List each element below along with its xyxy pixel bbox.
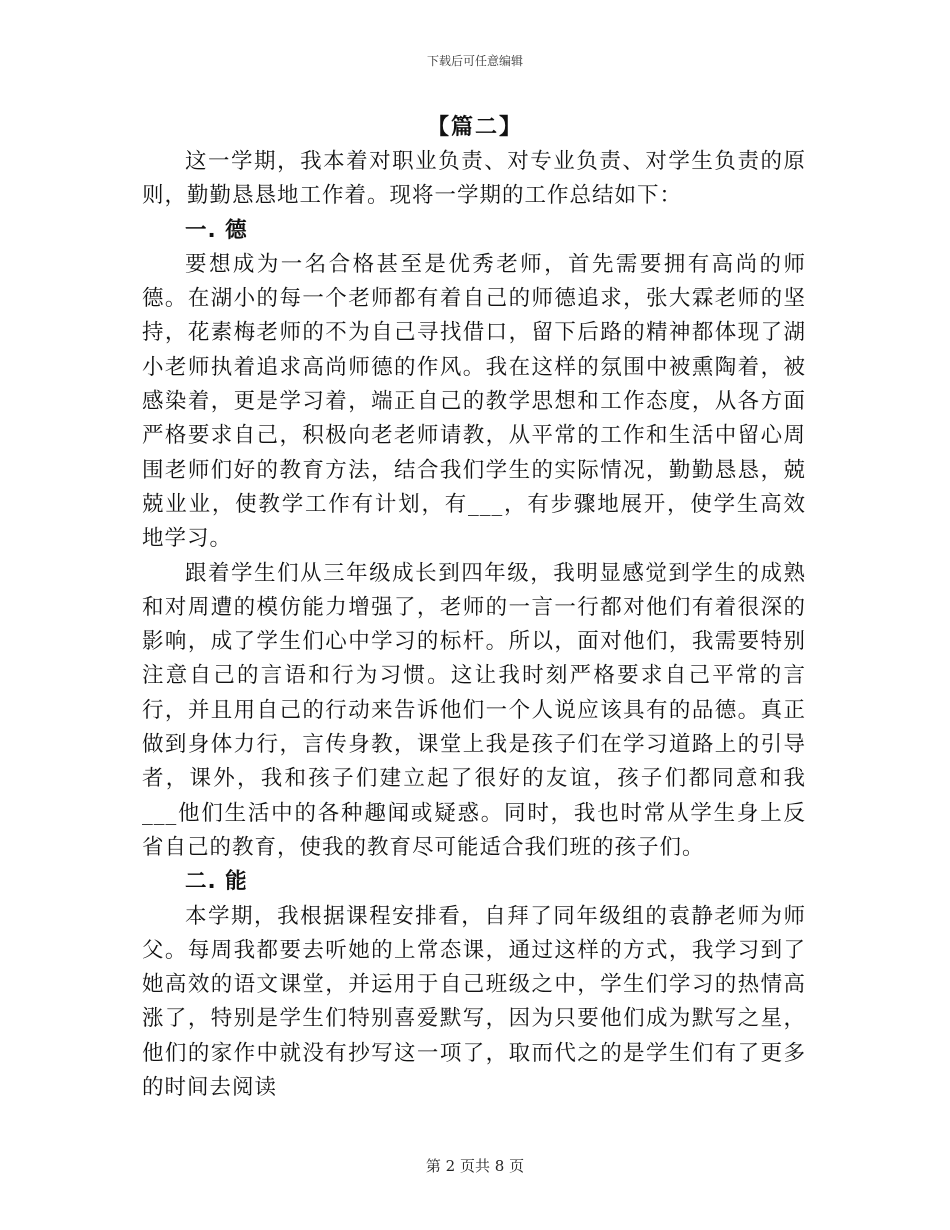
intro-paragraph: 这一学期，我本着对职业负责、对专业负责、对学生负责的原则，勤勤恳恳地工作着。现将一学期的工作总结如下： — [142, 149, 806, 209]
page-title: 【篇二】 — [426, 115, 523, 140]
paragraph: 跟着学生们从三年级成长到四年级，我明显感觉到学生的成熟和对周遭的模仿能力增强了，老师的一言一行都对他们有着很深的影响，成了学生们心中学习的标杆。所以，面对他们，我需要特别注意自己的言语和行为习惯。这让我时刻严格要求自己平常的言行，并且用自己的行动来告诉他们一个人说应该具有的品德。真正做到身体力行，言传身教，课堂上我是孩子们在学习道路上的引导者，课外，我和孩子们建立起了很好的友谊，孩子们都同意和我___他们生活中的各种趣闻或疑惑。同时，我也时常从学生身上反省自己的教育，使我的教育尽可能适合我们班的孩子们。 — [142, 560, 806, 860]
section-heading-neng: 二. 能 — [185, 869, 248, 895]
paragraph: 本学期，我根据课程安排看，自拜了同年级组的袁静老师为师父。每周我都要去听她的上常态课，通过这样的方式，我学习到了她高效的语文课堂，并运用于自己班级之中，学生们学习的热情高涨了，特别是学生们特别喜爱默写，因为只要他们成为默写之星，他们的家作中就没有抄写这一项了，取而代之的是学生们有了更多的时间去阅读 — [142, 903, 806, 1101]
section-heading-de: 一. 德 — [185, 217, 248, 243]
paragraph: 要想成为一名合格甚至是优秀老师，首先需要拥有高尚的师德。在湖小的每一个老师都有着自己的师德追求，张大霖老师的坚持，花素梅老师的不为自己寻找借口，留下后路的精神都体现了湖小老师执着追求高尚师德的作风。我在这样的氛围中被熏陶着，被感染着，更是学习着，端正自己的教学思想和工作态度，从各方面严格要求自己，积极向老老师请教，从平常的工作和生活中留心周围老师们好的教育方法，结合我们学生的实际情况，勤勤恳恳，兢兢业业，使教学工作有计划，有___，有步骤地展开，使学生高效地学习。 — [142, 251, 806, 552]
page-number: 第 2 页共 8 页 — [425, 1157, 525, 1175]
document-body — [142, 145, 806, 1105]
header-note: 下载后可任意编辑 — [426, 54, 523, 68]
